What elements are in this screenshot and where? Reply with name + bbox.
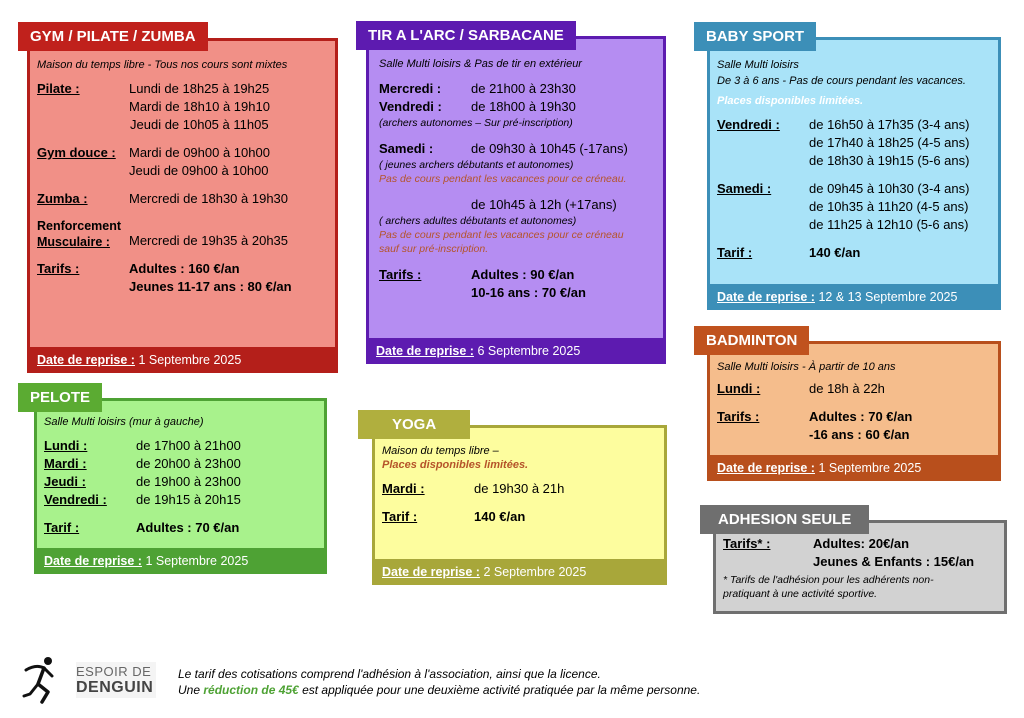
- yoga-mardi-label: Mardi :: [382, 481, 425, 496]
- gym-reprise-label: Date de reprise :: [37, 353, 135, 367]
- yoga-mardi-value: de 19h30 à 21h: [474, 481, 565, 496]
- tir-vendredi-label: Vendredi :: [379, 99, 442, 114]
- pelote-card: [18, 383, 330, 575]
- badminton-reprise-label: Date de reprise :: [717, 461, 815, 475]
- baby-vendredi-line: de 18h30 à 19h15 (5-6 ans): [809, 153, 970, 168]
- baby-samedi-line: de 11h25 à 12h10 (5-6 ans): [809, 217, 969, 232]
- badminton-title: BADMINTON: [694, 326, 809, 355]
- tir-mercredi-value: de 21h00 à 23h30: [471, 81, 576, 96]
- pelote-day-label: Mardi :: [44, 456, 87, 471]
- badminton-lundi-value: de 18h à 22h: [809, 381, 885, 396]
- pelote-reprise-label: Date de reprise :: [44, 554, 142, 568]
- info-line: [178, 682, 700, 698]
- reduction-highlight: réduction de 45€: [203, 683, 299, 697]
- yoga-reprise: [372, 559, 667, 585]
- renfo-line: Mercredi de 19h35 à 20h35: [129, 233, 289, 248]
- baby-vendredi-label: Vendredi :: [717, 117, 780, 132]
- logo-text: ESPOIR DE: [76, 664, 152, 679]
- tir-tarif-line: 10-16 ans : 70 €/an: [471, 285, 586, 300]
- baby-samedi-line: de 09h45 à 10h30 (3-4 ans): [809, 181, 970, 196]
- tir-title: TIR A L'ARC / SARBACANE: [356, 21, 576, 50]
- gym-tarifs-label: Tarifs :: [37, 261, 80, 276]
- gym-subtitle: Maison du temps libre - Tous nos cours sont mixtes: [37, 59, 288, 71]
- badminton-card: [694, 326, 1004, 483]
- tir-samedi-value: de 09h30 à 10h45 (-17ans): [471, 141, 628, 156]
- badminton-tarifs-label: Tarifs :: [717, 409, 760, 424]
- adhesion-tarifs-label: Tarifs* :: [723, 536, 771, 551]
- badminton-reprise-date: 1 Septembre 2025: [814, 461, 922, 475]
- badminton-panel: [707, 341, 1001, 481]
- gym-tarif-line: Adultes : 160 €/an: [129, 261, 240, 276]
- baby-reprise: [707, 284, 1001, 310]
- gym-reprise: [27, 347, 338, 373]
- baby-reprise-date: 12 & 13 Septembre 2025: [814, 290, 958, 304]
- baby-samedi-label: Samedi :: [717, 181, 772, 196]
- pelote-reprise-date: 1 Septembre 2025: [141, 554, 249, 568]
- tir-panel: [366, 36, 666, 364]
- tir-note: (archers autonomes – Sur pré-inscription): [379, 117, 573, 129]
- zumba-label: Zumba :: [37, 191, 88, 206]
- adhesion-title: ADHESION SEULE: [700, 505, 869, 534]
- adhesion-note: pratiquant à une activité sportive.: [723, 588, 878, 600]
- zumba-line: Mercredi de 18h30 à 19h30: [129, 191, 289, 206]
- pilate-line: Lundi de 18h25 à 19h25: [129, 81, 270, 96]
- gym-tarif-line: Jeunes 11-17 ans : 80 €/an: [129, 279, 292, 294]
- baby-card: [694, 22, 1004, 312]
- renfo-label: Musculaire :: [37, 235, 110, 249]
- info-fragment: Une: [178, 683, 204, 697]
- yoga-reprise-date: 2 Septembre 2025: [479, 565, 587, 579]
- yoga-panel: [372, 425, 667, 585]
- gym-reprise-date: 1 Septembre 2025: [134, 353, 242, 367]
- baby-subtitle: Salle Multi loisirs: [717, 59, 799, 71]
- baby-places: Places disponibles limitées.: [717, 95, 864, 107]
- pelote-day-label: Vendredi :: [44, 492, 107, 507]
- pilate-line: Jeudi de 10h05 à 11h05: [130, 117, 269, 132]
- gym-card: [18, 22, 338, 373]
- tir-samedi-label: Samedi :: [379, 141, 434, 156]
- baby-title: BABY SPORT: [694, 22, 816, 51]
- tir-reprise-label: Date de reprise :: [376, 344, 474, 358]
- yoga-reprise-label: Date de reprise :: [382, 565, 480, 579]
- pelote-title: PELOTE: [18, 383, 102, 412]
- info-line: Le tarif des cotisations comprend l'adhésion à l'association, ainsi que la licence.: [178, 667, 601, 681]
- pelote-tarif-value: Adultes : 70 €/an: [136, 520, 240, 535]
- pelote-day-value: de 19h15 à 20h15: [136, 492, 241, 507]
- yoga-tarif-value: 140 €/an: [474, 509, 526, 524]
- adhesion-panel: [713, 520, 1007, 614]
- badminton-reprise: [707, 455, 1001, 481]
- runner-icon: [22, 656, 58, 704]
- tir-samedi-value: de 10h45 à 12h (+17ans): [471, 197, 617, 212]
- tir-subtitle: Salle Multi loisirs & Pas de tir en extérieur: [379, 58, 582, 70]
- tir-tarifs-label: Tarifs :: [379, 267, 422, 282]
- tir-reprise-date: 6 Septembre 2025: [473, 344, 581, 358]
- baby-reprise-label: Date de reprise :: [717, 290, 815, 304]
- baby-tarif-label: Tarif :: [717, 245, 753, 260]
- baby-vendredi-line: de 16h50 à 17h35 (3-4 ans): [809, 117, 970, 132]
- pelote-day-label: Lundi :: [44, 438, 88, 453]
- adhesion-card: [700, 505, 1010, 615]
- yoga-subtitle: Maison du temps libre –: [382, 445, 499, 457]
- gym-douce-line: Mardi de 09h00 à 10h00: [129, 145, 270, 160]
- tir-note: ( jeunes archers débutants et autonomes): [379, 159, 574, 171]
- baby-tarif-value: 140 €/an: [809, 245, 861, 260]
- gym-panel: [27, 38, 338, 373]
- info-fragment: est appliquée pour une deuxième activité pratiquée par la même personne.: [298, 683, 701, 697]
- tir-note: ( archers adultes débutants et autonomes): [379, 215, 577, 227]
- tir-warning: Pas de cours pendant les vacances pour ce créneau.: [379, 173, 627, 185]
- pelote-panel: [34, 398, 327, 574]
- tir-warning: sauf sur pré-inscription.: [379, 243, 489, 255]
- gym-douce-line: Jeudi de 09h00 à 10h00: [129, 163, 269, 178]
- badminton-subtitle: Salle Multi loisirs - À partir de 10 ans: [717, 361, 896, 373]
- yoga-title: YOGA: [358, 410, 470, 439]
- pelote-day-value: de 17h00 à 21h00: [136, 438, 241, 453]
- tir-card: [356, 21, 668, 367]
- baby-panel: [707, 37, 1001, 310]
- pilate-line: Mardi de 18h10 à 19h10: [129, 99, 270, 114]
- info-text: [178, 666, 700, 698]
- adhesion-line: Jeunes & Enfants : 15€/an: [813, 554, 975, 569]
- baby-samedi-line: de 10h35 à 11h20 (4-5 ans): [809, 199, 969, 214]
- bottom-bar: [0, 650, 1024, 710]
- tir-warning: Pas de cours pendant les vacances pour ce créneau: [379, 229, 624, 241]
- yoga-tarif-label: Tarif :: [382, 509, 418, 524]
- adhesion-note: * Tarifs de l'adhésion pour les adhérents non-: [723, 574, 934, 586]
- tir-mercredi-label: Mercredi :: [379, 81, 442, 96]
- pelote-tarif-label: Tarif :: [44, 520, 80, 535]
- badminton-tarif-line: Adultes : 70 €/an: [809, 409, 913, 424]
- yoga-card: [358, 410, 670, 586]
- gym-douce-label: Gym douce :: [37, 145, 116, 160]
- yoga-places: Places disponibles limitées.: [382, 459, 529, 471]
- baby-subtitle: De 3 à 6 ans - Pas de cours pendant les vacances.: [717, 75, 966, 87]
- pelote-day-label: Jeudi :: [44, 474, 86, 489]
- badminton-lundi-label: Lundi :: [717, 381, 761, 396]
- pelote-reprise: [34, 548, 327, 574]
- pelote-day-value: de 19h00 à 23h00: [136, 474, 241, 489]
- baby-vendredi-line: de 17h40 à 18h25 (4-5 ans): [809, 135, 970, 150]
- tir-tarif-line: Adultes : 90 €/an: [471, 267, 575, 282]
- tir-reprise: [366, 338, 666, 364]
- renfo-label: Renforcement: [37, 219, 122, 233]
- pelote-subtitle: Salle Multi loisirs (mur à gauche): [44, 416, 204, 428]
- tir-vendredi-value: de 18h00 à 19h30: [471, 99, 576, 114]
- badminton-tarif-line: -16 ans : 60 €/an: [809, 427, 910, 442]
- pelote-day-value: de 20h00 à 23h00: [136, 456, 241, 471]
- adhesion-line: Adultes: 20€/an: [813, 536, 910, 551]
- pilate-label: Pilate :: [37, 81, 80, 96]
- gym-title: GYM / PILATE / ZUMBA: [18, 22, 208, 51]
- logo-text: DENGUIN: [76, 679, 154, 696]
